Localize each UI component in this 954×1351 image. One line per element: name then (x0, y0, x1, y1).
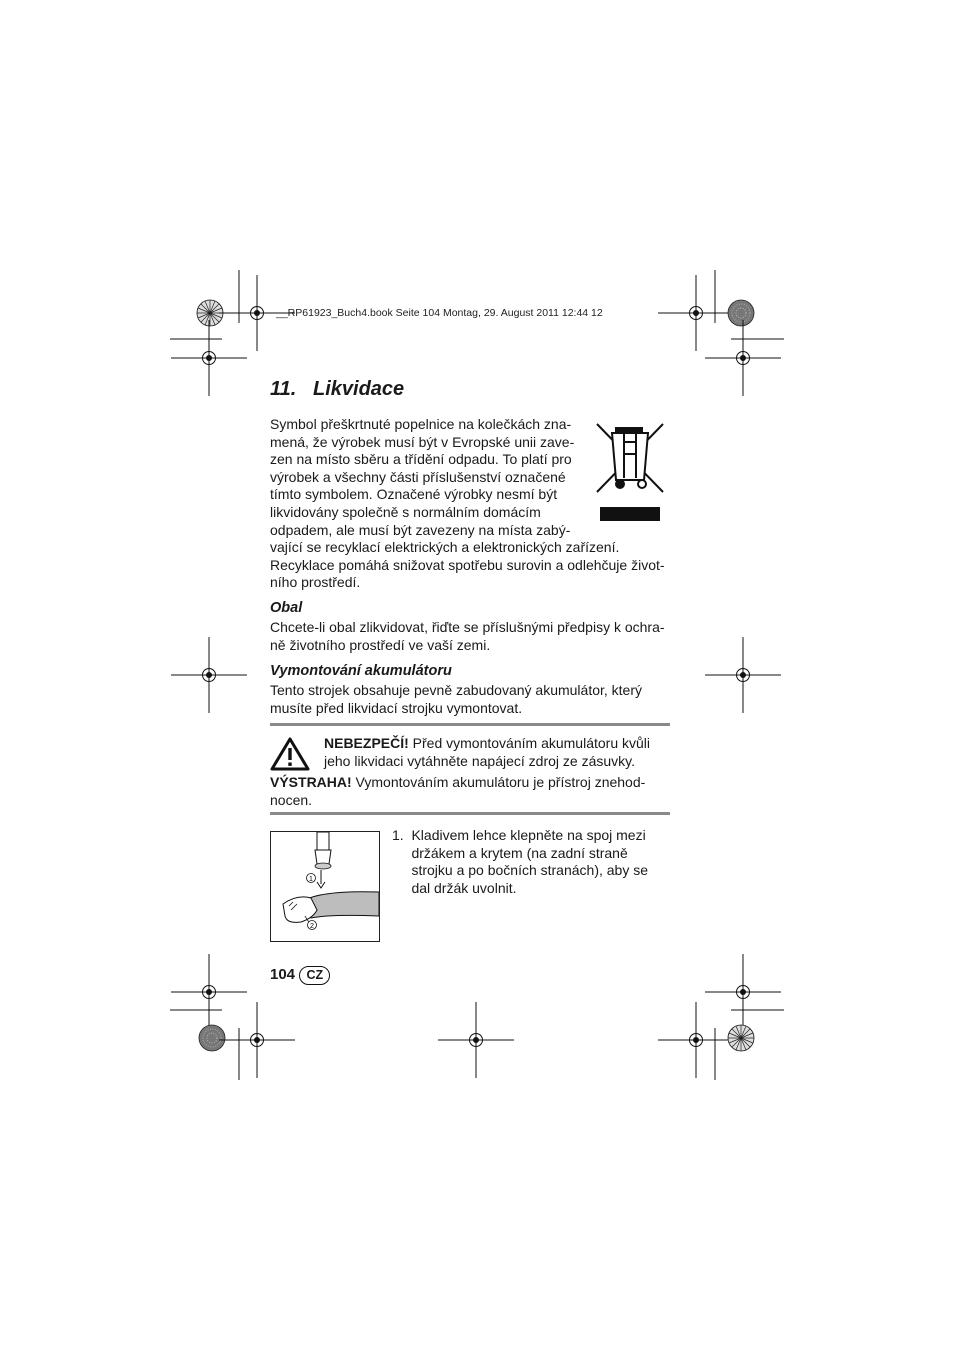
language-badge: CZ (299, 966, 330, 985)
text-line: Symbol přeškrtnuté popelnice na kolečkách zna- (270, 416, 572, 432)
warning-triangle-icon (270, 737, 310, 771)
crossed-out-wheelie-bin-icon (594, 420, 666, 524)
warning-rule-bottom (270, 812, 670, 815)
page-title: 11. Likvidace (270, 378, 405, 400)
caution-text: Vymontováním akumulátoru je přístroj znehod- (351, 774, 646, 790)
danger-notice (324, 735, 650, 770)
warning-rule-top (270, 723, 670, 726)
step-1 (392, 827, 648, 897)
text-line: dal držák uvolnit. (392, 879, 517, 896)
text-line: mená, že výrobek musí být v Evropské unii zave- (270, 433, 575, 450)
packaging-paragraph (270, 619, 665, 654)
callout-2: 2 (310, 923, 314, 930)
text-line: výrobek a všechny části příslušenství označené (270, 468, 566, 485)
heading-packaging: Obal (270, 600, 303, 616)
text-line: tímto symbolem. Označené výrobky nesmí být (270, 486, 558, 503)
illustration-hammer-tap (270, 831, 380, 942)
danger-text-2: jeho likvidaci vytáhněte napájecí zdroj ze zásuvky. (324, 752, 636, 769)
caution-label: VÝSTRAHA! (270, 774, 352, 790)
text-line: musíte před likvidací strojku vymontovat. (270, 699, 523, 716)
text-line: držákem a krytem (na zadní straně (392, 844, 628, 861)
text-line: 1. Kladivem lehce klepněte na spoj mezi (392, 827, 646, 843)
hammer-and-shaver-drawing (271, 832, 379, 941)
text-line: Chcete-li obal zlikvidovat, řiďte se příslušnými předpisy k ochra- (270, 619, 665, 635)
print-header: __RP61923_Buch4.book Seite 104 Montag, 29. August 2011 12:44 12 (276, 307, 603, 319)
text-line: odpadem, ale musí být zavezeny na místa zabý- (270, 521, 571, 538)
text-line: Tento strojek obsahuje pevně zabudovaný akumulátor, který (270, 682, 643, 698)
text-line: Recyklace pomáhá snižovat spotřebu surovin a odlehčuje život- (270, 556, 665, 573)
heading-battery-removal: Vymontování akumulátoru (270, 663, 452, 679)
text-line: vající se recyklací elektrických a elektronických zařízení. (270, 539, 620, 556)
callout-1: 1 (309, 876, 313, 883)
caution-notice (270, 774, 645, 809)
danger-label: NEBEZPEČÍ! (324, 735, 409, 751)
text-line: ního prostředí. (270, 574, 361, 591)
page-footer (270, 966, 330, 985)
text-line: zen na místo sběru a třídění odpadu. To platí pro (270, 451, 572, 468)
text-line: likvidovány společně s normálním domácím (270, 503, 541, 520)
battery-paragraph (270, 682, 642, 717)
text-line: ně životního prostředí ve vaší zemi. (270, 636, 491, 653)
danger-text: Před vymontováním akumulátoru kvůli (408, 735, 651, 751)
text-line: strojku a po bočních stranách), aby se (392, 862, 649, 879)
caution-text-2: nocen. (270, 791, 313, 808)
page-number: 104 (270, 966, 296, 983)
